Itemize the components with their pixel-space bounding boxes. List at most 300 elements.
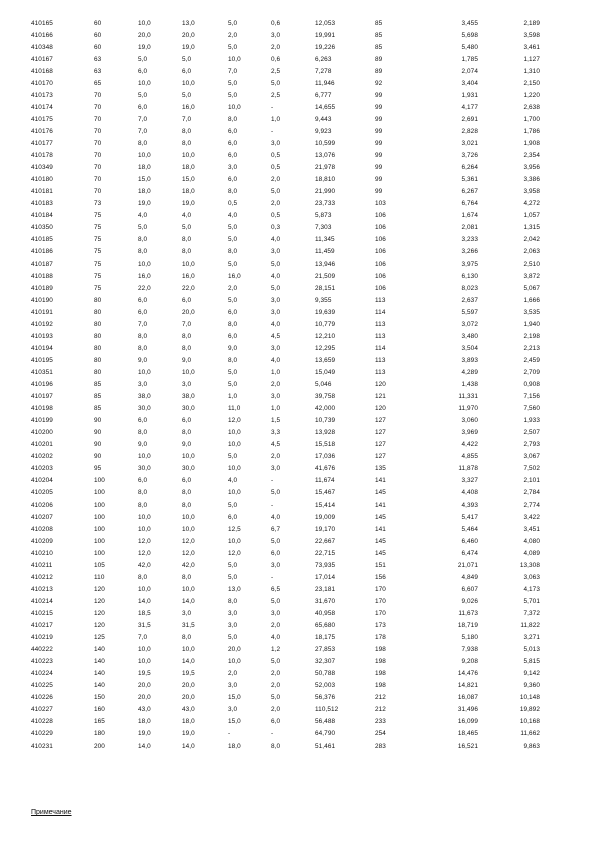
table-cell: 4,0	[228, 477, 238, 485]
table-cell: 5,0	[138, 224, 148, 232]
table-cell: 410189	[31, 284, 53, 292]
table-cell: 7,372	[523, 609, 540, 617]
table-cell: 2,774	[523, 501, 540, 509]
table-cell: 151	[375, 561, 386, 569]
table-cell: 156	[375, 573, 386, 581]
table-cell: 0,908	[523, 381, 540, 388]
table-cell: 5,815	[523, 658, 540, 666]
table-cell: 10,0	[228, 55, 241, 63]
table-cell: 3,271	[523, 634, 540, 642]
table-cell: 410196	[31, 381, 53, 388]
table-cell: 3,480	[461, 332, 478, 340]
table-cell: 1,700	[523, 115, 540, 123]
table-cell: 8,0	[182, 332, 192, 340]
table-cell: 19,0	[182, 43, 195, 51]
table-cell: 9,0	[182, 356, 192, 364]
table-cell: 8,0	[182, 127, 192, 135]
table-cell: 5,0	[228, 19, 238, 27]
table-row	[0, 584, 595, 596]
table-row	[0, 463, 595, 475]
table-cell: 410226	[31, 694, 53, 702]
table-cell: 6,267	[461, 188, 478, 196]
table-cell: 56,376	[315, 694, 336, 702]
table-cell: 9,443	[315, 115, 332, 123]
table-cell: 4,0	[271, 356, 281, 364]
table-cell: 3,872	[523, 272, 540, 280]
table-cell: 410223	[31, 658, 53, 666]
table-cell: 120	[375, 405, 386, 413]
table-row	[0, 741, 595, 753]
table-cell: 105	[94, 561, 105, 569]
table-cell: 106	[375, 284, 386, 292]
table-cell: 73,935	[315, 561, 336, 569]
table-cell: 100	[94, 537, 105, 545]
table-cell: 4,408	[461, 489, 478, 497]
table-cell: 410190	[31, 296, 53, 304]
table-row	[0, 90, 595, 102]
table-cell: 10,779	[315, 320, 336, 328]
table-cell: 5,698	[461, 31, 478, 39]
table-cell: 18,719	[457, 622, 478, 629]
table-cell: 2,0	[228, 284, 238, 292]
table-cell: 140	[94, 646, 105, 654]
table-cell: 2,638	[523, 103, 540, 111]
table-cell: 3,0	[228, 609, 238, 617]
table-cell: 410174	[31, 103, 53, 111]
table-cell: 99	[375, 91, 383, 99]
table-cell: 6,0	[271, 549, 281, 557]
table-cell: 19,0	[138, 730, 151, 738]
table-cell: 1,931	[461, 91, 478, 99]
table-cell: 60	[94, 43, 102, 51]
table-cell: 2,150	[523, 79, 540, 87]
table-cell: 8,0	[138, 344, 148, 352]
table-cell: 13,928	[315, 429, 336, 437]
table-cell: 4,855	[461, 453, 478, 461]
table-cell: 6,0	[138, 296, 148, 304]
table-cell: 4,5	[271, 441, 281, 449]
table-cell: 410214	[31, 597, 53, 605]
table-cell: 16,0	[182, 272, 195, 280]
table-cell: 8,0	[182, 634, 192, 642]
table-cell: 2,0	[271, 176, 281, 184]
table-cell: 15,414	[315, 501, 336, 509]
table-cell: 2,0	[228, 31, 238, 39]
table-cell: 5,0	[228, 501, 238, 509]
table-cell: 9,208	[461, 658, 478, 666]
table-cell: 5,0	[228, 368, 238, 376]
table-cell: 410178	[31, 152, 53, 160]
table-cell: 19,639	[315, 308, 336, 316]
table-cell: 9,360	[523, 682, 540, 690]
table-cell: 20,0	[138, 682, 151, 690]
table-cell: 4,849	[461, 573, 478, 581]
table-cell: 6,0	[138, 417, 148, 425]
table-cell: 3,0	[138, 381, 148, 388]
table-cell: 8,0	[271, 742, 281, 750]
table-cell: 20,0	[182, 682, 195, 690]
table-cell: 22,715	[315, 549, 336, 557]
table-row	[0, 451, 595, 463]
table-cell: 3,072	[461, 320, 478, 328]
table-row	[0, 138, 595, 150]
table-cell: 5,0	[182, 91, 192, 99]
table-cell: 16,521	[457, 742, 478, 750]
table-cell: 20,0	[138, 694, 151, 702]
table-cell: 141	[375, 501, 386, 509]
table-cell: 8,0	[138, 248, 148, 256]
table-cell: 15,0	[228, 694, 241, 702]
table-cell: 170	[375, 597, 386, 605]
table-cell: 15,467	[315, 489, 336, 497]
table-cell: 19,0	[182, 730, 195, 738]
table-cell: 410217	[31, 622, 53, 629]
table-cell: 2,0	[271, 706, 281, 714]
table-cell: 3,0	[228, 706, 238, 714]
table-row	[0, 222, 595, 234]
table-cell: 12,0	[228, 417, 241, 425]
table-cell: 3,021	[461, 140, 478, 147]
table-cell: 19,170	[315, 525, 336, 533]
table-cell: 15,0	[228, 718, 241, 726]
table-cell: 7,0	[228, 67, 238, 75]
table-cell: 10,0	[138, 152, 151, 160]
table-cell: 2,510	[523, 260, 540, 268]
table-cell: 3,535	[523, 308, 540, 316]
table-row	[0, 198, 595, 210]
table-cell: 410204	[31, 477, 53, 485]
table-cell: 4,080	[523, 537, 540, 545]
table-cell: 212	[375, 694, 386, 702]
table-cell: 18,0	[182, 718, 195, 726]
table-cell: 7,560	[523, 405, 540, 413]
table-cell: 14,0	[138, 742, 151, 750]
table-cell: 410195	[31, 356, 53, 364]
table-cell: 40,958	[315, 609, 336, 617]
table-cell: 410170	[31, 79, 53, 87]
table-cell: 3,0	[271, 308, 281, 316]
table-cell: 410173	[31, 91, 53, 99]
table-cell: 3,451	[523, 525, 540, 533]
table-row	[0, 608, 595, 620]
table-row	[0, 403, 595, 415]
table-cell: 18,5	[138, 609, 151, 617]
table-row	[0, 632, 595, 644]
table-cell: 410180	[31, 176, 53, 184]
table-cell: 150	[94, 694, 105, 702]
table-row	[0, 512, 595, 524]
table-cell: 410202	[31, 453, 53, 461]
table-cell: 8,0	[182, 344, 192, 352]
table-cell: 410166	[31, 31, 53, 39]
table-cell: 4,0	[228, 212, 238, 220]
table-cell: 5,0	[271, 537, 281, 545]
table-cell: 75	[94, 236, 102, 244]
table-cell: 2,507	[523, 429, 540, 437]
table-cell: 410201	[31, 441, 53, 449]
table-cell: 20,0	[182, 31, 195, 39]
table-cell: 3,404	[461, 79, 478, 87]
table-cell: 1,2	[271, 646, 281, 654]
table-cell: 2,189	[523, 19, 540, 27]
table-cell: 8,0	[182, 573, 192, 581]
table-cell: 11,878	[458, 465, 478, 473]
table-cell: 1,785	[461, 55, 478, 63]
table-cell: 1,0	[271, 405, 281, 413]
table-cell: 8,0	[182, 140, 192, 147]
table-cell: 0,6	[271, 55, 281, 63]
table-cell: 99	[375, 103, 383, 111]
table-cell: 6,130	[461, 272, 478, 280]
table-cell: 5,067	[523, 284, 540, 292]
table-cell: 90	[94, 453, 102, 461]
table-cell: 21,509	[315, 272, 336, 280]
table-cell: 2,0	[271, 682, 281, 690]
table-cell: 4,0	[271, 272, 281, 280]
table-cell: 410183	[31, 200, 53, 208]
table-cell: 100	[94, 513, 105, 521]
table-cell: 4,089	[523, 549, 540, 557]
table-cell: 6,264	[461, 164, 478, 172]
table-cell: 114	[375, 308, 386, 316]
table-cell: 3,063	[523, 573, 540, 581]
table-cell: 410349	[31, 164, 53, 172]
table-cell: 145	[375, 549, 386, 557]
table-cell: 3,233	[461, 236, 478, 244]
table-row	[0, 150, 595, 162]
table-cell: 20,0	[182, 694, 195, 702]
table-cell: 1,908	[523, 140, 540, 147]
table-cell: 99	[375, 140, 383, 147]
table-cell: 6,0	[138, 308, 148, 316]
table-cell: 20,0	[228, 646, 241, 654]
table-cell: 3,958	[523, 188, 540, 196]
table-cell: 16,0	[138, 272, 151, 280]
table-cell: 18,465	[457, 730, 478, 738]
table-cell: 5,873	[315, 212, 332, 220]
table-cell: 16,087	[457, 694, 478, 702]
table-cell: 70	[94, 127, 102, 135]
table-cell: 4,173	[523, 585, 540, 593]
table-cell: 14,655	[315, 103, 336, 111]
table-cell: 11,674	[315, 477, 335, 485]
table-cell: 5,0	[228, 79, 238, 87]
table-cell: 30,0	[182, 465, 195, 473]
table-cell: 8,0	[138, 429, 148, 437]
table-cell: 5,361	[461, 176, 478, 184]
table-row	[0, 283, 595, 295]
table-cell: 6,0	[138, 67, 148, 75]
table-cell: 3,0	[182, 381, 192, 388]
table-cell: 70	[94, 103, 102, 111]
table-cell: 8,0	[228, 188, 238, 196]
table-cell: 11,946	[315, 79, 335, 87]
table-cell: 10,148	[519, 694, 540, 702]
table-cell: 5,0	[271, 79, 281, 87]
table-cell: 20,0	[182, 308, 195, 316]
table-cell: 13,659	[315, 356, 336, 364]
table-row	[0, 186, 595, 198]
table-cell: 30,0	[138, 405, 151, 413]
table-cell: 6,0	[228, 308, 238, 316]
table-cell: 14,821	[457, 682, 478, 690]
table-row	[0, 692, 595, 704]
table-cell: 5,0	[182, 224, 192, 232]
table-cell: 99	[375, 127, 383, 135]
table-cell: 85	[375, 31, 383, 39]
table-cell: 8,0	[138, 501, 148, 509]
table-cell: 19,0	[138, 43, 151, 51]
table-cell: 31,670	[315, 597, 336, 605]
table-cell: 1,933	[523, 417, 540, 425]
table-cell: 99	[375, 164, 383, 172]
table-cell: 3,0	[228, 164, 238, 172]
table-cell: 70	[94, 176, 102, 184]
table-cell: 73	[94, 200, 102, 208]
table-cell: 7,303	[315, 224, 332, 232]
table-cell: 410211	[31, 561, 53, 569]
table-row	[0, 572, 595, 584]
table-row	[0, 102, 595, 114]
table-cell: 3,956	[523, 164, 540, 172]
table-cell: 4,393	[461, 501, 478, 509]
table-cell: 198	[375, 646, 386, 654]
table-cell: 90	[94, 417, 102, 425]
table-cell: 31,5	[138, 622, 151, 629]
table-cell: 19,991	[315, 31, 336, 39]
table-cell: 7,0	[182, 115, 192, 123]
table-cell: 10,0	[228, 658, 241, 666]
table-cell: 75	[94, 284, 102, 292]
table-row	[0, 331, 595, 343]
table-cell: 11,673	[458, 609, 478, 617]
table-cell: 3,975	[461, 260, 478, 268]
table-cell: 100	[94, 477, 105, 485]
table-cell: 27,853	[315, 646, 336, 654]
table-cell: 145	[375, 513, 386, 521]
table-cell: 17,014	[315, 573, 336, 581]
table-cell: 3,0	[271, 31, 281, 39]
table-cell: 100	[94, 489, 105, 497]
table-cell: 10,0	[138, 658, 151, 666]
table-cell: 5,0	[228, 236, 238, 244]
table-cell: 18,0	[138, 718, 151, 726]
table-cell: 145	[375, 537, 386, 545]
table-cell: 410192	[31, 320, 53, 328]
table-cell: 5,0	[228, 573, 238, 581]
table-cell: 1,0	[271, 115, 281, 123]
table-cell: 92	[375, 79, 383, 87]
table-cell: 6,0	[138, 103, 148, 111]
table-cell: 410198	[31, 405, 53, 413]
table-row	[0, 644, 595, 656]
table-cell: 13,308	[519, 561, 540, 569]
table-cell: 10,0	[138, 453, 151, 461]
table-cell: 410228	[31, 718, 53, 726]
table-cell: 42,0	[182, 561, 195, 569]
table-cell: 3,504	[461, 344, 478, 352]
table-cell: 5,0	[228, 91, 238, 99]
table-cell: 3,893	[461, 356, 478, 364]
table-cell: 4,0	[271, 236, 281, 244]
table-cell: 19,5	[182, 670, 195, 678]
table-cell: 410187	[31, 260, 53, 268]
table-cell: 13,076	[315, 152, 336, 160]
table-cell: 120	[94, 585, 105, 593]
table-cell: 20,0	[138, 31, 151, 39]
table-cell: 8,0	[228, 356, 238, 364]
table-cell: 12,053	[315, 19, 336, 27]
table-cell: 110,512	[315, 706, 339, 714]
table-cell: 14,0	[182, 658, 195, 666]
table-cell: 106	[375, 224, 386, 232]
table-cell: 85	[94, 381, 102, 388]
table-cell: 70	[94, 188, 102, 196]
table-cell: 32,307	[315, 658, 336, 666]
table-cell: 127	[375, 441, 386, 449]
table-cell: 80	[94, 344, 102, 352]
table-cell: 410219	[31, 634, 53, 642]
table-cell: 5,013	[523, 646, 540, 654]
table-cell: 1,940	[523, 320, 540, 328]
table-cell: 5,0	[271, 188, 281, 196]
table-cell: 30,0	[182, 405, 195, 413]
table-row	[0, 524, 595, 536]
table-row	[0, 548, 595, 560]
table-cell: 410184	[31, 212, 53, 220]
table-cell: 127	[375, 417, 386, 425]
table-cell: 10,0	[182, 525, 195, 533]
table-cell: 3,067	[523, 453, 540, 461]
table-row	[0, 30, 595, 42]
table-cell: 75	[94, 272, 102, 280]
table-cell: 2,213	[523, 344, 540, 352]
table-cell: 8,0	[228, 597, 238, 605]
table-cell: 70	[94, 140, 102, 147]
table-cell: 6,0	[182, 296, 192, 304]
table-cell: 1,786	[523, 127, 540, 135]
table-cell: 410206	[31, 501, 53, 509]
table-cell: 14,476	[457, 670, 478, 678]
table-cell: 140	[94, 658, 105, 666]
table-cell: 7,938	[461, 646, 478, 654]
table-cell: 410229	[31, 730, 53, 738]
table-cell: 145	[375, 489, 386, 497]
table-cell: 80	[94, 332, 102, 340]
table-cell: 12,0	[138, 549, 151, 557]
table-cell: 10,0	[138, 513, 151, 521]
table-cell: 18,0	[228, 742, 241, 750]
table-cell: 2,0	[271, 381, 281, 388]
table-row	[0, 391, 595, 403]
table-cell: 2,784	[523, 489, 540, 497]
table-cell: 140	[94, 682, 105, 690]
table-cell: 5,0	[138, 91, 148, 99]
table-cell: 8,0	[182, 489, 192, 497]
table-cell: 4,177	[461, 103, 478, 111]
table-cell: 3,0	[271, 465, 281, 473]
table-cell: 17,036	[315, 453, 336, 461]
table-row	[0, 536, 595, 548]
table-cell: 11,345	[315, 236, 335, 244]
table-cell: 410350	[31, 224, 53, 232]
table-cell: 113	[375, 296, 386, 304]
table-row	[0, 656, 595, 668]
table-cell: 5,0	[271, 597, 281, 605]
table-cell: 1,220	[523, 91, 540, 99]
table-cell: 6,0	[228, 176, 238, 184]
table-row	[0, 680, 595, 692]
